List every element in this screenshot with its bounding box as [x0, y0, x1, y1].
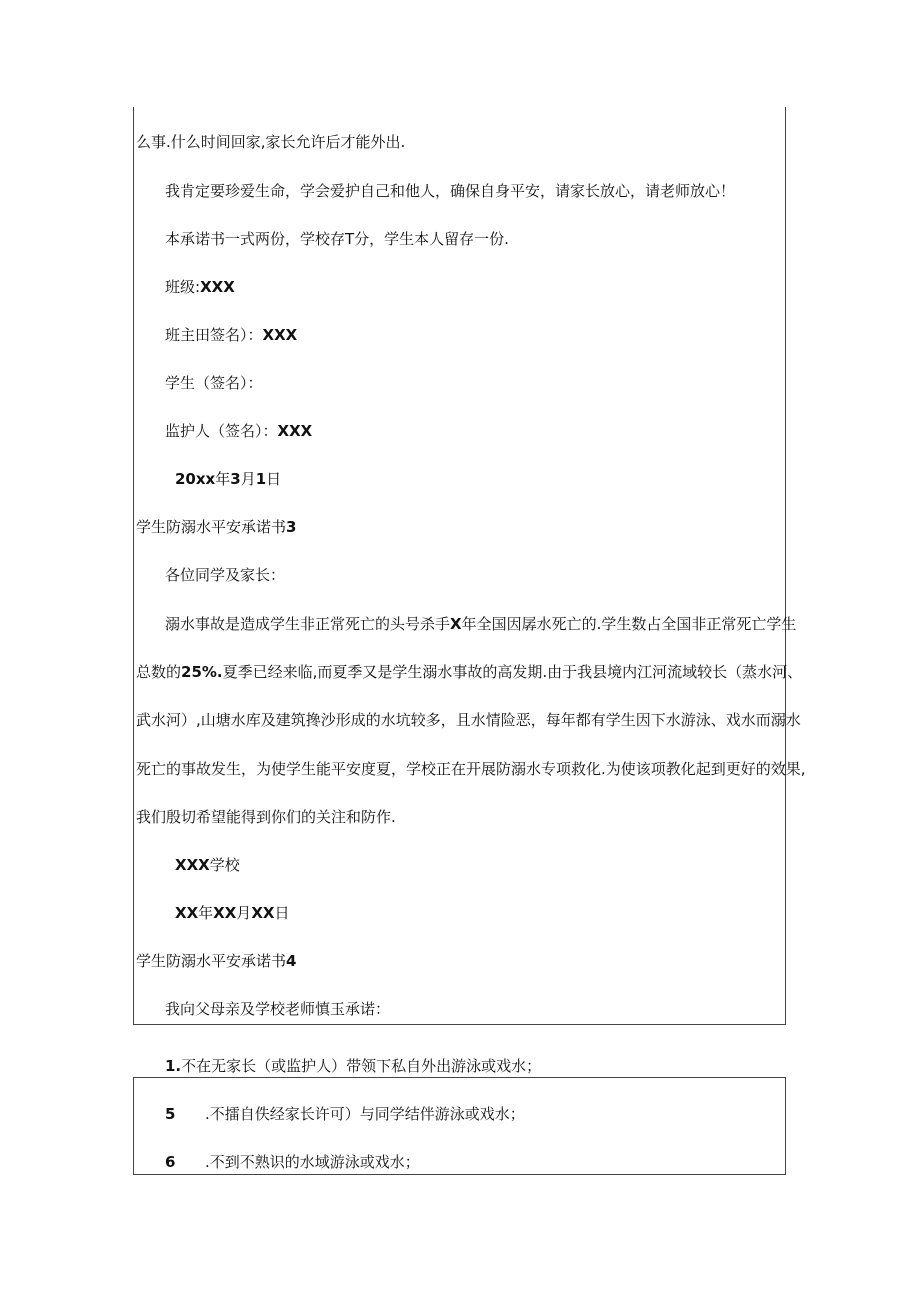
section-title-4	[136, 951, 296, 971]
paragraph-line: 死亡的事故发生，为使学生能平安度夏，学校正在开展防溺水专项救化.为使该项教化起到更好的效果,	[136, 760, 806, 778]
section-title-number: 4	[286, 952, 297, 970]
section-title-number: 3	[286, 518, 297, 536]
school-label: 学校	[209, 856, 240, 874]
date-day: XX	[251, 904, 275, 922]
pledge-item-number: 5	[165, 1105, 176, 1123]
text-line: 本承诺书一式两份，学校存T分，学生本人留存一份.	[165, 230, 509, 248]
date-month-char: 月	[240, 470, 256, 488]
date-day: 1	[255, 470, 267, 488]
date-year: 20xx	[175, 470, 216, 488]
paragraph-text: 总数的	[136, 663, 182, 681]
text-line: 我肯定要珍爱生命，学会爱护自己和他人，确保自身平安，请家长放心，请老师放心！	[165, 182, 736, 200]
student-signature-field: 学生（签名）：	[165, 374, 263, 392]
teacher-signature-value: XXX	[262, 326, 298, 344]
pledge-item-5	[165, 1104, 525, 1124]
teacher-signature-field	[165, 325, 297, 345]
pledge-item-6	[165, 1152, 420, 1172]
paragraph-line	[136, 662, 802, 682]
date-month-char: 月	[236, 904, 252, 922]
date-day-char: 日	[266, 470, 282, 488]
pledge-item-text: .不擂自佚经家长许可）与同学结伴游泳或戏水；	[205, 1105, 525, 1123]
pledge-item-number: 6	[165, 1153, 176, 1171]
pledge-intro: 我向父母亲及学校老师慎玉承诺：	[165, 1000, 391, 1018]
greeting: 各位同学及家长：	[165, 566, 286, 584]
signature-date	[175, 469, 281, 489]
school-placeholder: XXX	[175, 856, 210, 874]
text-line: 么事.什么时间回家,家长允许后才能外出.	[136, 133, 406, 151]
class-label: 班级:	[165, 278, 201, 296]
guardian-signature-value: XXX	[277, 422, 313, 440]
date-year-char: 年	[198, 904, 214, 922]
paragraph-line: 武水河）,山塘水库及建筑搀沙形成的水坑较多，且水情险恶，每年都有学生因下水游泳、戏水而溺水	[136, 711, 801, 729]
paragraph-bold: X	[450, 615, 462, 633]
date-month: XX	[213, 904, 237, 922]
date-day-char: 日	[274, 904, 290, 922]
section-title-text: 学生防溺水平安承诺书	[136, 518, 287, 536]
pledge-item-1	[165, 1056, 541, 1076]
guardian-signature-label: 监护人（签名）：	[165, 422, 278, 440]
guardian-signature-field	[165, 421, 312, 441]
class-field	[165, 277, 235, 297]
paragraph-text: 年全国因孱水死亡的.学生数占全国非正常死亡学生	[461, 615, 797, 633]
section-title-text: 学生防溺水平安承诺书	[136, 952, 287, 970]
date-year-char: 年	[215, 470, 231, 488]
pledge-item-text: 不在无家长（或监护人）带领下私自外出游泳或戏水；	[181, 1057, 542, 1075]
date-year: XX	[175, 904, 199, 922]
pledge-item-number: 1.	[165, 1057, 182, 1075]
paragraph-line	[165, 614, 796, 634]
class-value: XXX	[200, 278, 235, 296]
paragraph-bold: 25%.	[181, 663, 223, 681]
notice-date	[175, 903, 289, 923]
pledge-item-text: .不到不熟识的水域游泳或戏水；	[205, 1153, 420, 1171]
paragraph-text: 溺水事故是造成学生非正常死亡的头号杀手	[165, 615, 451, 633]
school-signature	[175, 855, 240, 875]
section-title-3	[136, 517, 296, 537]
teacher-signature-label: 班主田签名）：	[165, 326, 263, 344]
paragraph-line: 我们殷切希望能得到你们的关注和防作.	[136, 808, 396, 826]
date-month: 3	[230, 470, 241, 488]
paragraph-text: 夏季已经来临,而夏季又是学生溺水事故的高发期.由于我县境内江河流域较长（蒸水河、	[222, 663, 803, 681]
